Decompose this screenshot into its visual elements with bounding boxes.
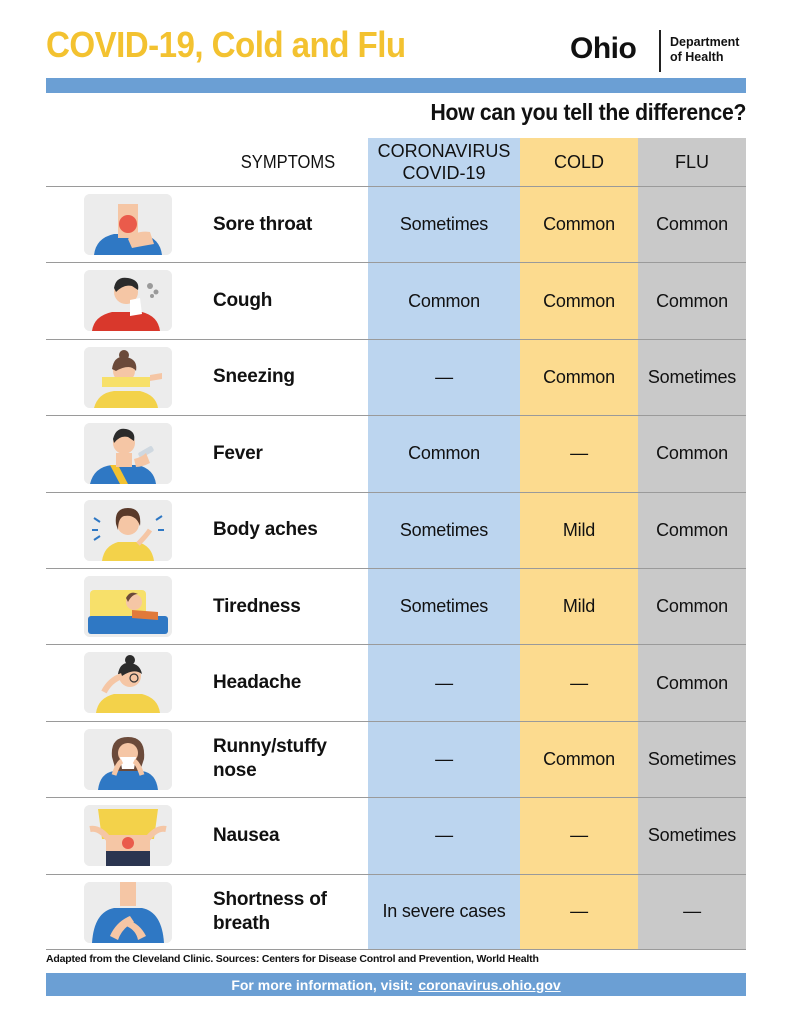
symptom-label: Shortness of breath [213, 888, 327, 934]
cold-cell: — [570, 901, 588, 922]
covid-cell: Sometimes [399, 519, 489, 540]
flu-cell: Common [656, 443, 728, 464]
cold-cell: Mild [562, 519, 596, 540]
table-row [46, 721, 746, 797]
sneezing-illustration [84, 347, 172, 408]
symptom-label: Tiredness [213, 595, 301, 617]
table-row [46, 568, 746, 644]
covid-cell: Common [408, 290, 480, 311]
symptom-label: Sneezing [213, 366, 295, 388]
logo-divider [659, 30, 661, 72]
body-aches-illustration [84, 500, 172, 561]
headache-illustration [84, 652, 172, 713]
source-note: Adapted from the Cleveland Clinic. Sources: Centers for Disease Control and Prevention, World Health [46, 953, 539, 965]
covid-cell: — [435, 825, 453, 846]
flu-cell: Common [656, 672, 728, 693]
table-row [46, 644, 746, 720]
symptom-label: Fever [213, 442, 263, 464]
shortness-of-breath-illustration [84, 882, 172, 943]
covid-header-line1: CORONAVIRUS [377, 141, 511, 161]
header-accent-bar [46, 78, 746, 93]
covid-cell: — [435, 366, 453, 387]
table-row [46, 262, 746, 338]
page-subtitle: How can you tell the difference? [430, 99, 746, 125]
table-row [46, 874, 746, 950]
footer-bar [46, 973, 746, 996]
page-title: COVID-19, Cold and Flu [46, 24, 406, 65]
cold-cell: Common [543, 366, 615, 387]
covid-cell: Common [408, 443, 480, 464]
flu-cell: Common [656, 290, 728, 311]
runny-nose-illustration [84, 729, 172, 790]
cold-cell: Common [543, 748, 615, 769]
symptom-label: Body aches [213, 519, 318, 541]
ohio-wordmark: Ohio [570, 32, 637, 65]
table-row [46, 492, 746, 568]
cold-cell: — [570, 825, 588, 846]
table-row [46, 339, 746, 415]
table-row [46, 186, 746, 262]
flu-cell: Sometimes [647, 825, 737, 846]
nausea-illustration [84, 805, 172, 866]
table-row [46, 797, 746, 873]
logo-department-text [670, 35, 739, 65]
covid-cell: — [435, 672, 453, 693]
tiredness-illustration [84, 576, 172, 637]
cold-cell: — [570, 443, 588, 464]
covid-header-line2: COVID-19 [402, 163, 486, 183]
flu-cell: Sometimes [647, 366, 737, 387]
symptom-label: Cough [213, 290, 273, 312]
symptoms-column-header: SYMPTOMS [240, 152, 336, 172]
logo-department-line2: of Health [670, 50, 724, 64]
symptom-label: Nausea [213, 824, 280, 846]
cold-cell: Mild [562, 596, 596, 617]
symptom-label: Headache [213, 672, 302, 694]
cough-illustration [84, 270, 172, 331]
more-info-label: For more information, visit: [231, 976, 414, 993]
cold-cell: Common [543, 290, 615, 311]
flu-column-header: FLU [674, 152, 709, 172]
cold-cell: — [570, 672, 588, 693]
covid-cell: Sometimes [399, 214, 489, 235]
flu-cell: Common [656, 519, 728, 540]
cold-column-header: COLD [553, 152, 604, 172]
covid-cell: Sometimes [399, 596, 489, 617]
table-row [46, 415, 746, 491]
symptom-label: Runny/stuffy nose [213, 736, 327, 782]
more-info-link[interactable]: coronavirus.ohio.gov [418, 976, 561, 993]
flu-cell: — [683, 901, 701, 922]
covid-column-header [368, 138, 520, 186]
fever-illustration [84, 423, 172, 484]
symptom-label: Sore throat [213, 213, 313, 235]
flu-cell: Sometimes [647, 748, 737, 769]
logo-department-line1: Department [670, 35, 740, 49]
sore-throat-illustration [84, 194, 172, 255]
covid-cell: — [435, 748, 453, 769]
covid-cell: In severe cases [382, 901, 506, 922]
flu-cell: Common [656, 214, 728, 235]
flu-cell: Common [656, 596, 728, 617]
cold-cell: Common [543, 214, 615, 235]
